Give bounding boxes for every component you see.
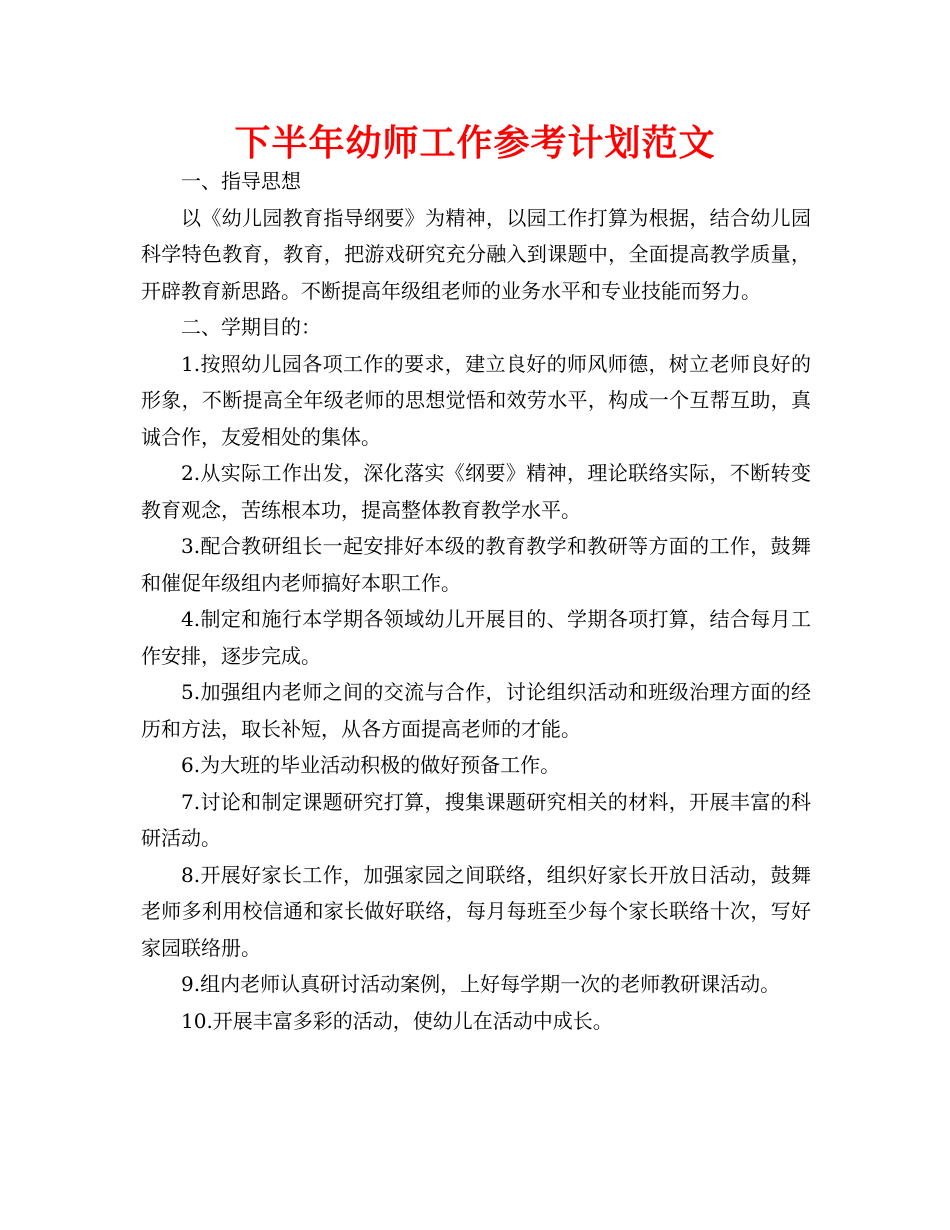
paragraph-guiding-ideology: 以《幼儿园教育指导纲要》为精神，以园工作打算为根据，结合幼儿园科学特色教育，教育，把游戏研究充分融入到课题中，全面提高教学质量，开辟教育新思路。不断提高年级组老师的业务水平和专业技能而努力。 xyxy=(141,205,811,303)
section-heading-semester-goals: 二、学期目的： xyxy=(181,315,321,339)
goal-item-4: 4.制定和施行本学期各领域幼儿开展目的、学期各项打算，结合每月工作安排，逐步完成。 xyxy=(141,607,811,668)
document-title: 下半年幼师工作参考计划范文 xyxy=(234,123,716,164)
goal-item-9: 9.组内老师认真研讨活动案例，上好每学期一次的老师教研课活动。 xyxy=(181,972,781,996)
goal-item-7: 7.讨论和制定课题研究打算，搜集课题研究相关的材料，开展丰富的科研活动。 xyxy=(141,789,811,850)
goal-item-2: 2.从实际工作出发，深化落实《纲要》精神，理论联络实际，不断转变教育观念，苦练根本功，提高整体教育教学水平。 xyxy=(141,461,811,522)
goal-item-8: 8.开展好家长工作，加强家园之间联络，组织好家长开放日活动，鼓舞老师多利用校信通和家长做好联络，每月每班至少每个家长联络十次，写好家园联络册。 xyxy=(141,862,811,960)
goal-item-5: 5.加强组内老师之间的交流与合作，讨论组织活动和班级治理方面的经历和方法，取长补短，从各方面提高老师的才能。 xyxy=(141,680,811,741)
goal-item-10: 10.开展丰富多彩的活动，使幼儿在活动中成长。 xyxy=(181,1008,613,1033)
goal-item-1: 1.按照幼儿园各项工作的要求，建立良好的师风师德，树立老师良好的形象，不断提高全年级老师的思想觉悟和效劳水平，构成一个互帮互助，真诚合作，友爱相处的集体。 xyxy=(141,351,811,449)
section-heading-guiding-ideology: 一、指导思想 xyxy=(181,169,301,193)
document-body xyxy=(141,163,811,1039)
goal-item-6: 6.为大班的毕业活动积极的做好预备工作。 xyxy=(181,753,561,777)
goal-item-3: 3.配合教研组长一起安排好本级的教育教学和教研等方面的工作，鼓舞和催促年级组内老师搞好本职工作。 xyxy=(141,534,811,595)
